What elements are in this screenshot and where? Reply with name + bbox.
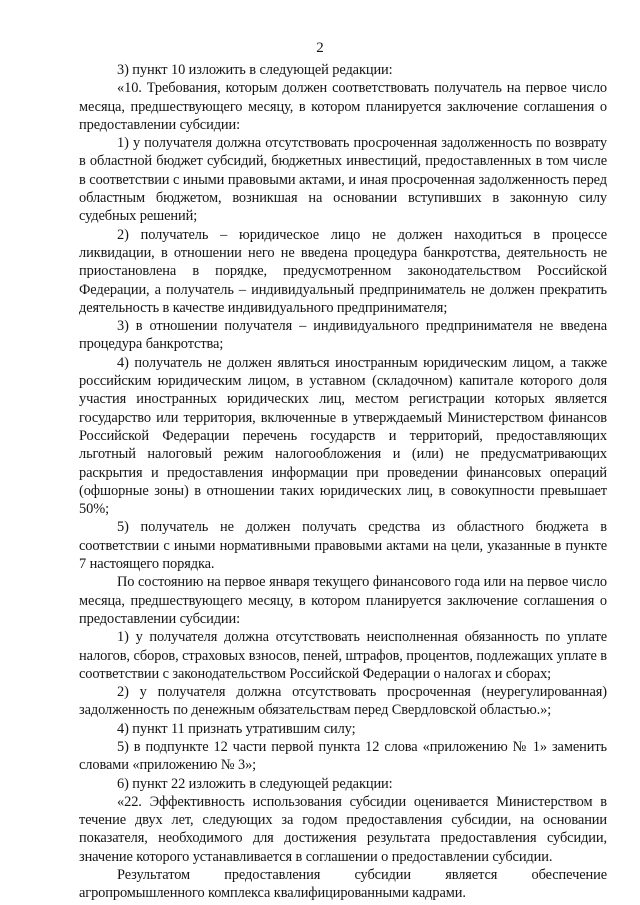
paragraph-status-date-intro: По состоянию на первое января текущего финансового года или на первое число месяца, предшествующего месяцу, в котором планируется заключение соглашения о предоставлении субсидии: (79, 574, 607, 627)
paragraph-status-2-obligations: 2) у получателя должна отсутствовать просроченная (неурегулированная) задолженность по денежным обязательствам перед Свердловской областью.»; (79, 684, 607, 719)
paragraph-req-2-liquidation: 2) получатель – юридическое лицо не должен находиться в процессе ликвидации, в отношении него не введена процедура банкротства, деятельность не приостановлена в порядке, предусмотренном законодательством Российской Федерации, а получатель – индивидуальный предприниматель не должен прекратить деятельность в качестве индивидуального предпринимателя; (79, 226, 607, 316)
paragraph-amend-item-11: 4) пункт 11 признать утратившим силу; (117, 720, 356, 737)
paragraph-efficiency-evaluation: «22. Эффективность использования субсидии оценивается Министерством в течение двух лет, следующих за годом предоставления субсидии, на основании показателя, необходимого для достижения результата предоставления субсидии, значение которого устанавливается в соглашении о предоставлении субсидии. (79, 793, 607, 865)
paragraph-req-1-overdue-debt: 1) у получателя должна отсутствовать просроченная задолженность по возврату в областной бюджет субсидий, бюджетных инвестиций, предоставленных в том числе в соответствии с иными правовыми актами, и иная просроченная задолженность перед областным бюджетом, возникшая на основании вступивших в законную силу судебных решений; (79, 135, 607, 225)
paragraph-amend-item-12: 5) в подпункте 12 части первой пункта 12 слова «приложению № 1» заменить словами «приложению № 3»; (79, 738, 607, 774)
paragraph-status-1-taxes: 1) у получателя должна отсутствовать неисполненная обязанность по уплате налогов, сборов, страховых взносов, пеней, штрафов, процентов, подлежащих уплате в соответствии с законодательством Российской Федерации о налогах и сборах; (79, 629, 607, 682)
page-number: 2 (316, 40, 324, 56)
paragraph-amend-item-10: 3) пункт 10 изложить в следующей редакции: (117, 62, 393, 78)
paragraph-req-3-bankruptcy: 3) в отношении получателя – индивидуального предпринимателя не введена процедура банкротства; (79, 318, 607, 353)
paragraph-result: Результатом предоставления субсидии является обеспечение агропромышленного комплекса квалифицированными кадрами. (79, 867, 607, 902)
paragraph-req-4-foreign-entity: 4) получатель не должен являться иностранным юридическим лицом, а также российским юридическим лицом, в уставном (складочном) капитале которого доля участия иностранных юридических лиц, местом регистрации которых является государство или территория, включенные в утверждаемый Министерством финансов Российской Федерации перечень государств и территорий, предоставляющих льготный налоговый режим налогообложения и (или) не предусматривающих раскрытия и предоставления информации при проведении финансовых операций (офшорные зоны) в отношении таких юридических лиц, в совокупности превышает 50%; (79, 354, 607, 518)
paragraph-requirements-intro: «10. Требования, которым должен соответствовать получатель на первое число месяца, предшествующего месяцу, в котором планируется заключение соглашения о предоставлении субсидии: (79, 80, 607, 133)
paragraph-req-5-other-funds: 5) получатель не должен получать средства из областного бюджета в соответствии с иными нормативными правовыми актами на цели, указанные в пункте 7 настоящего порядка. (79, 519, 607, 573)
document-body (79, 61, 607, 903)
paragraph-amend-item-22: 6) пункт 22 изложить в следующей редакции: (117, 775, 393, 792)
